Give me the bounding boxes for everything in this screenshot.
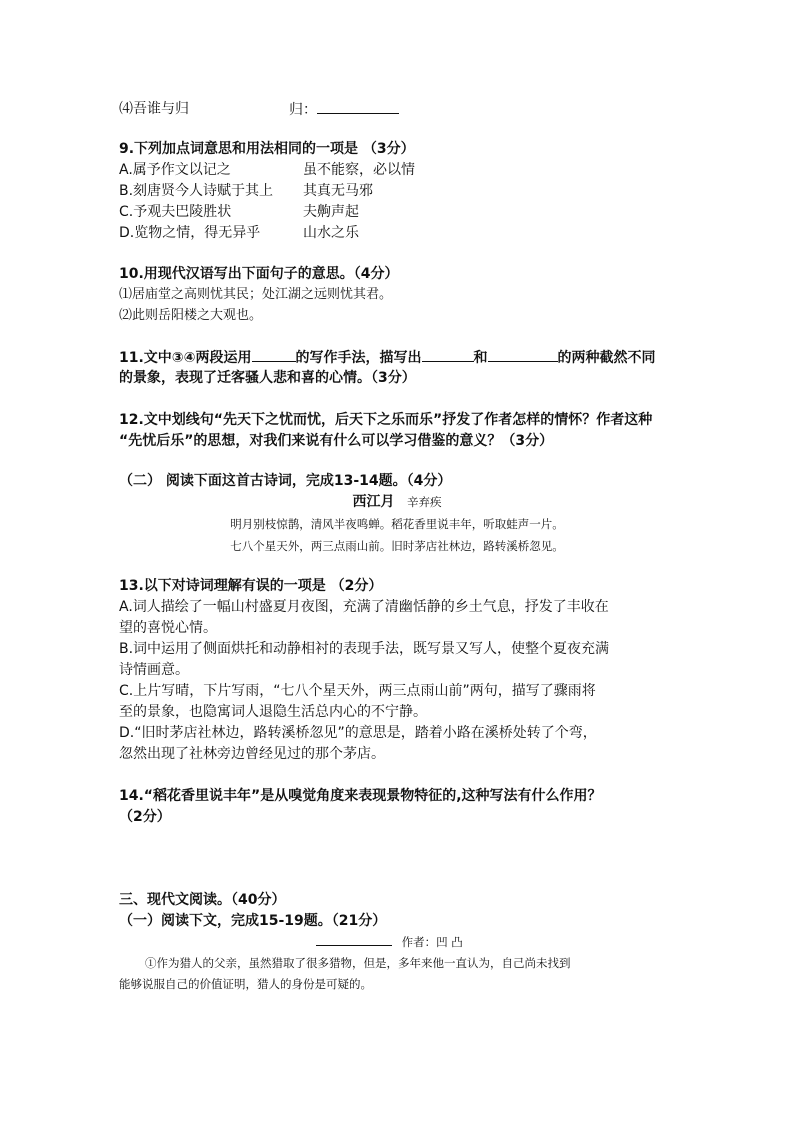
poem-author: 辛弃疾: [406, 495, 442, 509]
q13-line-6: 至的景象，也隐寓词人退隐生活总内心的不宁静。: [119, 704, 427, 720]
q11-line-2: 的景象，表现了迁客骚人悲和喜的心情。（3分）: [119, 370, 416, 386]
q9-option-b: [119, 181, 373, 201]
section3-heading: 三、现代文阅读。（40分）: [119, 892, 286, 908]
q13-line-1: A.词人描绘了一幅山村盛夏月夜图，充满了清幽恬静的乡土气息，抒发了丰收在: [119, 599, 609, 615]
q11-part4: 的两种截然不同: [557, 350, 656, 366]
para1-line-2: 能够说服自己的价值证明，猎人的身份是可疑的。: [119, 977, 372, 991]
poem-title: 西江月: [352, 494, 395, 510]
q9-option-d: [119, 223, 359, 243]
q9-c-right: 夫齁声起: [303, 204, 359, 220]
q13-line-2: 望的喜悦心情。: [119, 620, 217, 636]
q11-line-1: [119, 347, 656, 368]
q11-part3: 和: [473, 350, 488, 366]
answer-blank: [317, 99, 399, 114]
article-title-line: [316, 932, 463, 952]
q10-item-1: ⑴居庙堂之高则忧其民；处江湖之远则忧其君。: [119, 287, 393, 302]
section3-sub-heading: （一）阅读下文，完成15-19题。（21分）: [119, 913, 387, 929]
q9-b-left: B.刻唐贤今人诗赋于其上: [119, 183, 274, 199]
q8-item-4: [119, 99, 317, 119]
q13-line-5: C.上片写晴，下片写雨，“七八个星天外，两三点雨山前”两句，描写了骤雨将: [119, 683, 596, 699]
answer-blank: [422, 347, 474, 362]
q12-line-2: “先忧后乐”的思想，对我们来说有什么可以学习借鉴的意义？（3分）: [119, 433, 554, 449]
q10-item-2: ⑵此则岳阳楼之大观也。: [119, 308, 263, 323]
q8-answer: [289, 99, 399, 120]
q9-option-c: [119, 202, 359, 222]
q9-b-right: 其真无马邪: [303, 183, 373, 199]
q12-line-1: 12.文中划线句“先天下之忧而忧，后天下之乐而乐”抒发了作者怎样的情怀？作者这种: [119, 412, 653, 428]
q9-title: 9.下列加点词意思和用法相同的一项是 （3分）: [119, 141, 415, 157]
q9-d-right: 山水之乐: [303, 225, 359, 241]
poem-header: [0, 492, 794, 512]
q14-line-1: 14.“稻花香里说丰年”是从嗅觉角度来表现景物特征的,这种写法有什么作用？: [119, 788, 602, 804]
q13-line-4: 诗情画意。: [119, 662, 189, 678]
para1-line-1: ①作为猎人的父亲，虽然猎取了很多猎物，但是，多年来他一直认为，自己尚未找到: [145, 956, 571, 970]
q10-title: 10.用现代汉语写出下面句子的意思。（4分）: [119, 266, 399, 282]
q9-a-left: A.属予作文以记之: [119, 162, 231, 178]
q9-a-right: 虽不能察，必以情: [303, 162, 415, 178]
title-blank: [316, 933, 392, 946]
q14-line-2: （2分）: [119, 809, 171, 825]
q13-line-3: B.词中运用了侧面烘托和动静相衬的表现手法，既写景又写人，使整个夏夜充满: [119, 641, 610, 657]
section2-heading: （二） 阅读下面这首古诗词，完成13-14题。（4分）: [119, 473, 452, 489]
q9-option-a: [119, 160, 415, 180]
q8-answer-label: 归：: [289, 102, 317, 118]
q9-c-left: C.予观夫巴陵胜状: [119, 204, 232, 220]
poem-line-2: 七八个星天外，两三点雨山前。旧时茅店社林边，路转溪桥忽见。: [230, 539, 564, 553]
article-author: 作者：凹 凸: [401, 935, 463, 949]
answer-blank: [252, 347, 296, 362]
q11-part2: 的写作手法，描写出: [295, 350, 422, 366]
poem-line-1: 明月别枝惊鹊，清风半夜鸣蝉。稻花香里说丰年，听取蛙声一片。: [230, 517, 564, 531]
q11-part1: 11.文中③④两段运用: [119, 350, 252, 366]
q13-line-8: 忽然出现了社林旁边曾经见过的那个茅店。: [119, 746, 385, 762]
q13-title: 13.以下对诗词理解有误的一项是 （2分）: [119, 578, 383, 594]
q8-item4-text: ⑷吾谁与归: [119, 101, 189, 117]
q9-d-left: D.览物之情，得无异乎: [119, 225, 261, 241]
answer-blank: [488, 347, 558, 362]
q13-line-7: D.“旧时茅店社林边，路转溪桥忽见”的意思是，踏着小路在溪桥处转了个弯，: [119, 725, 597, 741]
